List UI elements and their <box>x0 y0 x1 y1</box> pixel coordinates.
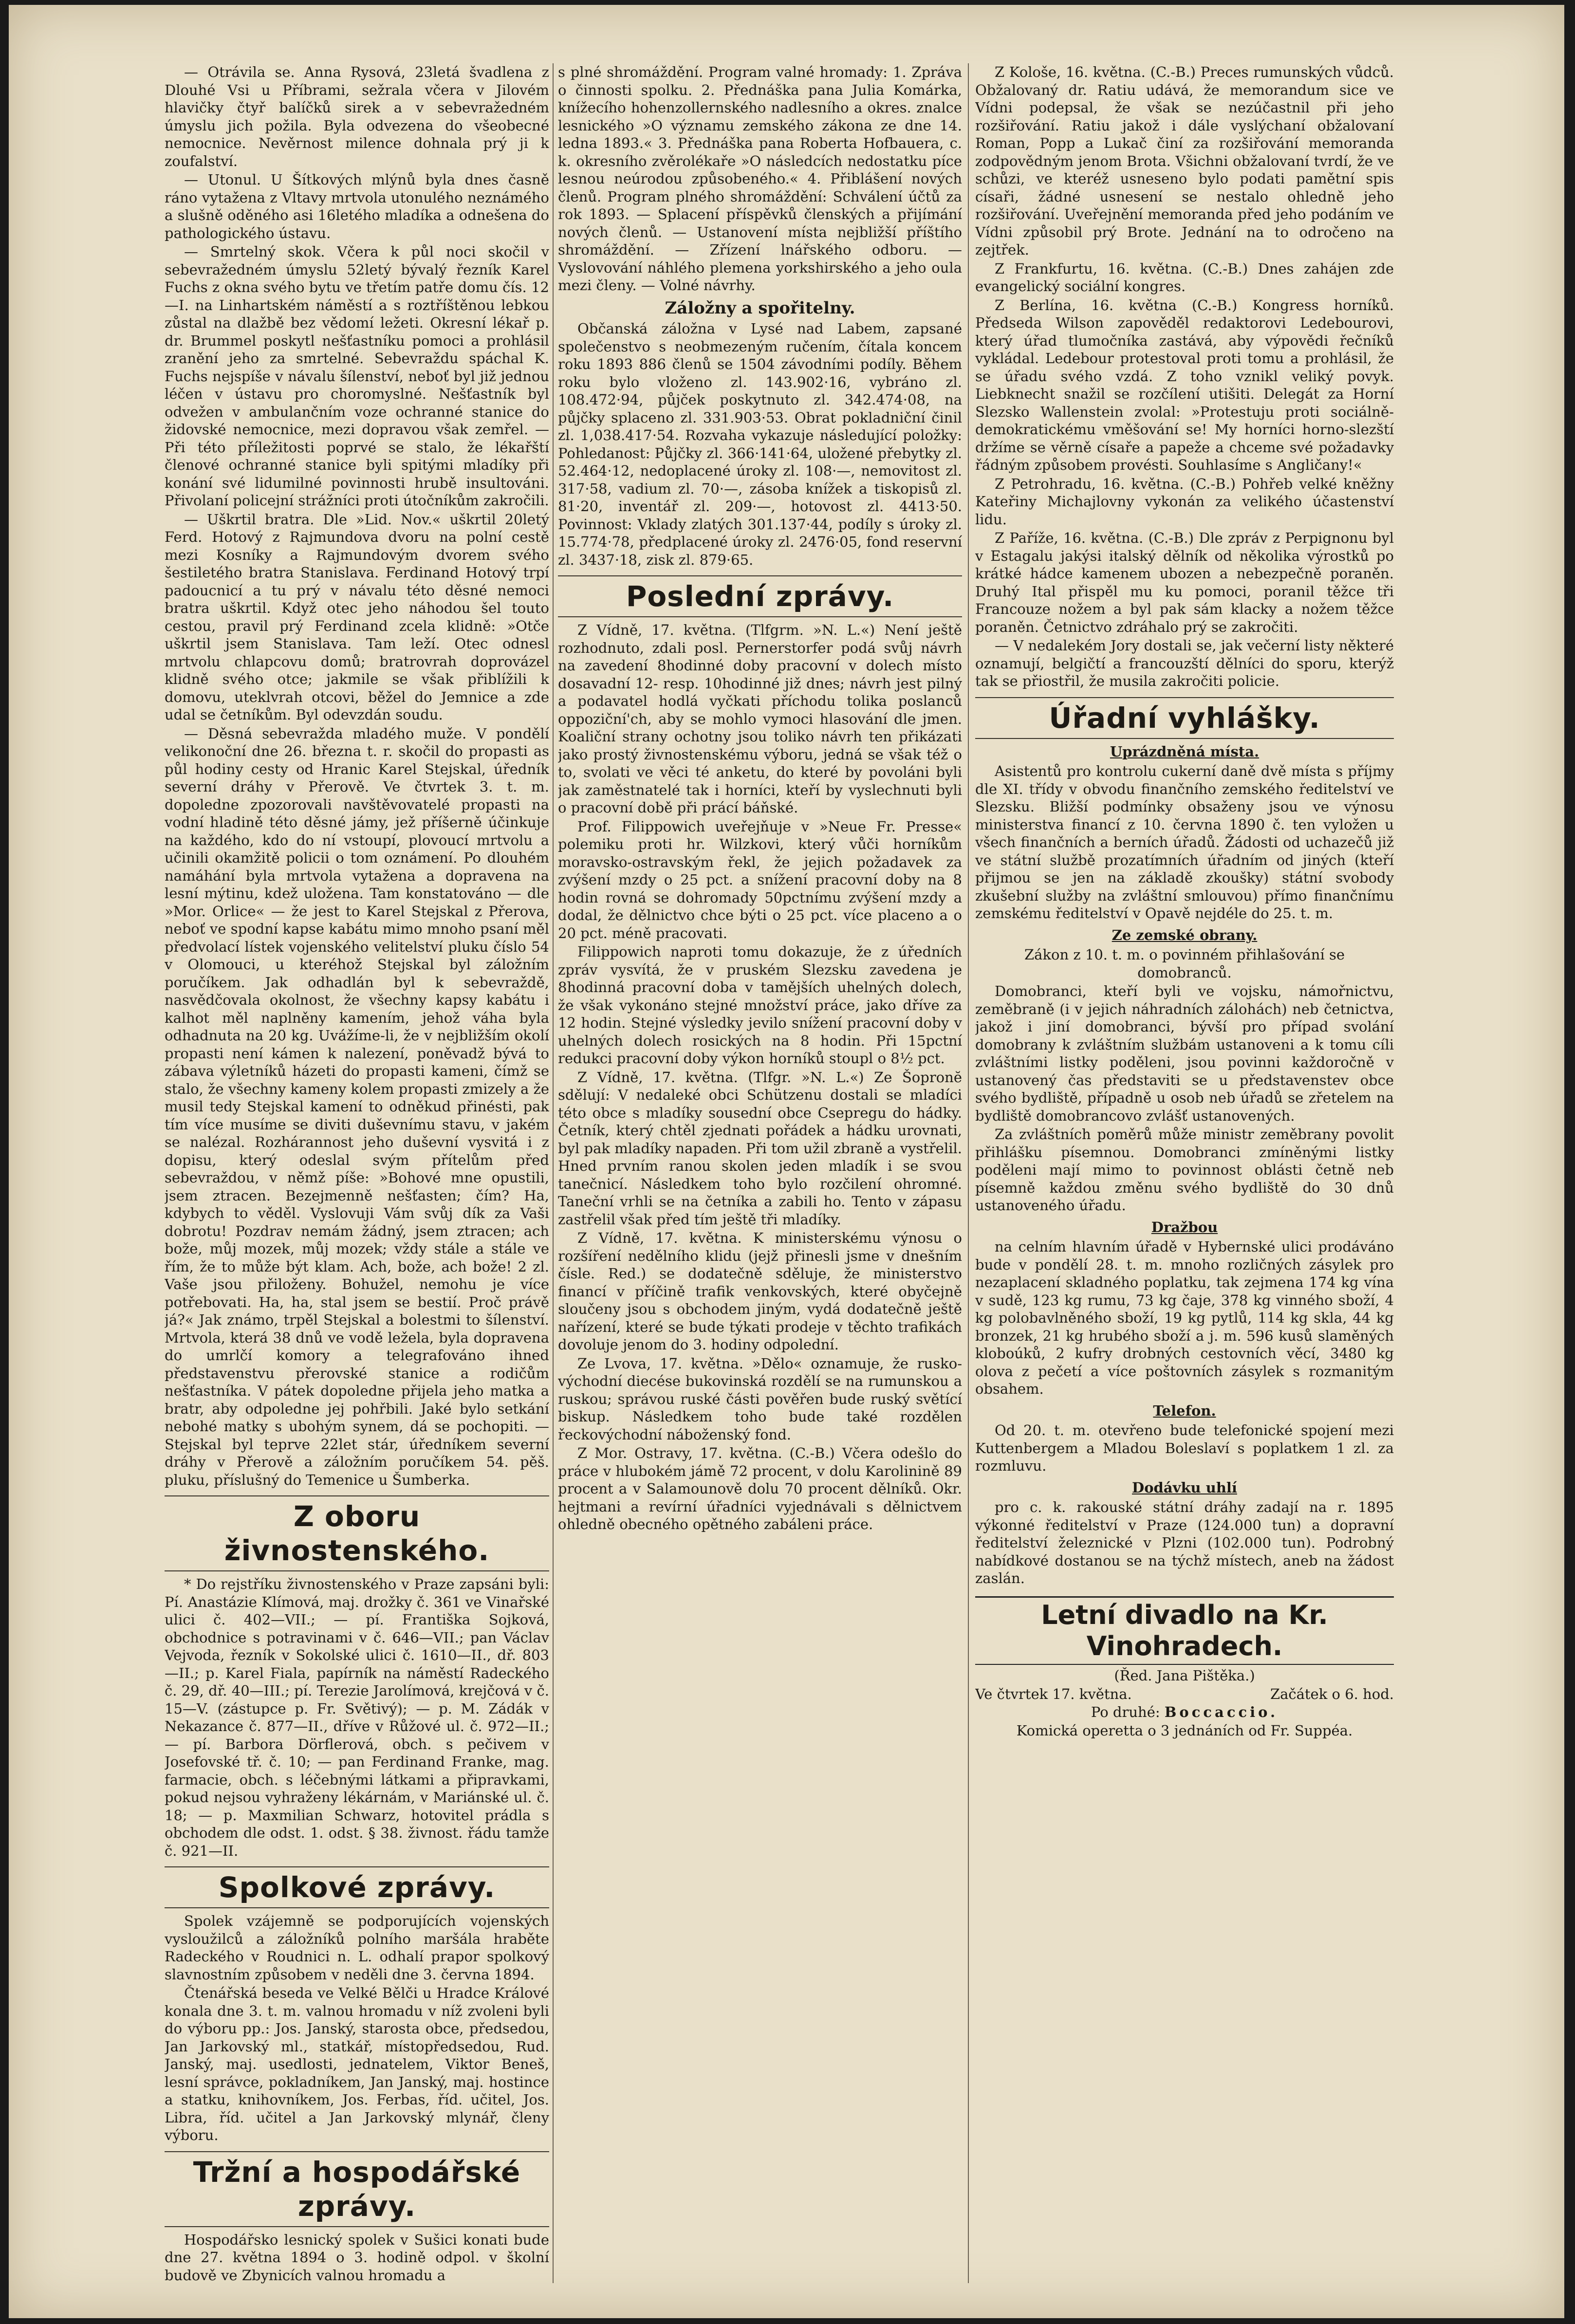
notice: Asistentů pro kontrolu cukerní daně dvě místa s příjmy dle XI. třídy v obvodu finančního zemského ředitelství ve Slezsku. Bližší podmínky obsaženy jsou ve výnosu ministerstva financí z 10. června 1890 č. ten vyložen u všech finančních a berních úřadů. Žádosti od uchazečů již ve státní službě prozatímních úřadním od jiných (kteří přijmou se jen na základě zkoušky) státní svobody zkušební služby na zvláštní smlouvou) přímo finančnímu zemskému ředitelství v Opavě nejdéle do 25. t. m. <box>975 763 1394 922</box>
article: Z Vídně, 17. května. (Tlfgrm. »N. L.«) Není ještě rozhodnuto, zdali posl. Pernerstorfer podá svůj návrh na zavedení 8hodinné doby pracovní v dolech místo dosavadní 12- resp. 10hodinné již dnes; návrh jest pilný a podavatel hodlá vyčkati příchodu tolika poslanců oppoziční'ch, aby se mohlo vymoci hlasování dle jmen. Koaliční strany ochotny jsou toliko návrh ten přikázati jako prostý živnostenskému výboru, jedná se však též o to, svolati ve věci té anketu, do které by povoláni byli jak zaměstnatelé tak i horníci, kteří by vyslechnuti byli o pracovní době při prácí báňské. <box>558 622 962 816</box>
article: Z Frankfurtu, 16. května. (C.-B.) Dnes zahájen zde evangelický sociální kongres. <box>975 260 1394 295</box>
article: Z Petrohradu, 16. května. (C.-B.) Pohřeb velké kněžny Kateřiny Michajlovny vykonán za velikého účastenství lidu. <box>975 475 1394 528</box>
section-heading: Spolkové zprávy. <box>165 1866 549 1908</box>
column-3 <box>975 63 1394 1741</box>
article: Čtenářská beseda ve Velké Bělči u Hradce Králové konala dne 3. t. m. valnou hromadu v níž zvoleni byli do výboru pp.: Jos. Janský, starosta obce, předsedou, Jan Jarkovský ml., statkář, místopředsedou, Rud. Janský, maj. usedlosti, jednatelem, Viktor Beneš, lesní správce, pokladníkem, Jan Janský, maj. hostince a statku, knihovníkem, Jos. Ferbas, říd. učitel, Jos. Libra, říd. učitel a Jan Jarkovský mlynář, členy výboru. <box>165 1985 549 2143</box>
section-heading: Z oboru živnostenského. <box>165 1495 549 1571</box>
newspaper-page <box>9 5 1564 2318</box>
notice: Od 20. t. m. otevřeno bude telefonické spojení mezi Kuttenbergem a Mladou Boleslaví s poplatkem 1 zl. za rozmluvu. <box>975 1422 1394 1474</box>
section-heading: Poslední zprávy. <box>558 575 962 617</box>
article: Spolek vzájemně se podporujících vojenských vysloužilců a záložníků polního maršála hraběte Radeckého v Roudnici n. L. odhalí prapor spolkový slavnostním způsobem v neděli dne 3. června 1894. <box>165 1913 549 1983</box>
theatre-time: Začátek o 6. hod. <box>1270 1686 1394 1702</box>
article: s plné shromáždění. Program valné hromady: 1. Zpráva o činnosti spolku. 2. Přednáška pana Julia Komárka, knížecího hohenzollernského nadlesního a okres. znalce lesnického »O významu zemského zákona ze dne 14. ledna 1893.« 3. Přednáška pana Roberta Hofbauera, c. k. okresního zvěrolékaře »O následcích nedostatku píce lesnou neúrodou způsobeného.« 4. Přiblášení nových členů. Program plného shromáždění: Schválení účtů za rok 1893. — Splacení příspěvků členských a přijímání nových členů. — Ustanovení místa nejbližší příštího shromáždění. — Zřízení lnářského odboru. — Vyslovování náhlého plemena yorkshirského a jeho oula mezi členy. — Volné návrhy. <box>558 64 962 294</box>
theatre-day: Ve čtvrtek 17. května. <box>975 1686 1132 1702</box>
article: — Otrávila se. Anna Rysová, 23letá švadlena z Dlouhé Vsi u Příbrami, sežrala včera v Jilovém hlavičky čtyř balíčků sirek a v sebevražedném úmyslu jich požila. Byla odvezena do všeobecné nemocnice. Nevěrnost milence dohnala prý ji k zoufalství. <box>165 64 549 169</box>
theatre-play-prefix: Po druhé: <box>1091 1703 1160 1720</box>
column-divider <box>553 63 554 2283</box>
notice: Domobranci, kteří byli ve vojsku, námořnictvu, zeměbraně (i v jejich náhradních zálohách) neb četnictva, jakož i jiní domobranci, bývší pro případ svolání domobrany k zvláštním službám ustanoveni a k tomu cíli zvláštními listky poděleni, jsou povinni každoročně v ustanovený čas představiti se u představenstev obce svého bydliště, případně u osob neb úřadů se zřetelem na bydliště domobrancovo zvlášť ustanovených. <box>975 983 1394 1124</box>
section-heading: Úřadní vyhlášky. <box>975 697 1394 739</box>
subsection-heading: Uprázdněná místa. <box>1110 743 1260 760</box>
article: — V nedalekém Jory dostali se, jak večerní listy některé oznamují, belgičtí a francouzští dělníci do sporu, kterýž tak se přiostřil, že musila zakročiti policie. <box>975 637 1394 689</box>
article: Z Mor. Ostravy, 17. května. (C.-B.) Včera odešlo do práce v hlubokém jámě 72 procent, v dolu Karolinině 89 procent a v Salamounově dolu 70 procent dělníků. Okr. hejtmani a revírní úřadníci vyjednávali s dělnictvem ohledně obecného opětného zabáleni práce. <box>558 1445 962 1532</box>
article: — Smrtelný skok. Včera k půl noci skočil v sebevražedném úmyslu 52letý bývalý řezník Karel Fuchs z okna svého bytu ve třetím patře domu čís. 12—I. na Linhartském náměstí a s roztříštěnou lebkou zůstal na dlažbě bez vědomí ležeti. Okresní lékař p. dr. Brummel poskytl nešťastníku pomoci a prohlásil zranění jeho za smrtelné. Sebevraždu spáchal K. Fuchs nejspíše v návalu šílenství, neboť byl již jednou léčen v ústavu pro choromyslné. Nešťastník byl odvežen v ambulančním voze ochranné stanice do židovské nemocnice, mezi dopravou však zemřel. — Při této příležitosti poprvé se stalo, že lékařští členové ochranné stanice byli spitými mladíky při konání své lidumilné povinnosti hrubě insultováni. Přivolaní policejní strážníci proti útočníkům zakročili. <box>165 243 549 509</box>
section-heading: Tržní a hospodářské zprávy. <box>165 2151 549 2227</box>
subsection-heading: Záložny a spořitelny. <box>665 298 855 318</box>
subsection-heading: Dodávku uhlí <box>1132 1479 1237 1496</box>
article: — Utonul. U Šítkových mlýnů byla dnes časně ráno vytažena z Vltavy mrtvola utonulého neznámého a slušně oděného asi 16letého mladíka a odnešena do pathologického ústavu. <box>165 171 549 241</box>
theatre-play <box>975 1703 1394 1721</box>
article: Ze Lvova, 17. května. »Dělo« oznamuje, že rusko-východní diecése bukovinská rozdělí se na rumunskou a ruskou; správou ruské části pověřen bude ruský světící biskup. Následkem toho bude také rozdělen řeckovýchodní náboženský fond. <box>558 1355 962 1443</box>
article: Z Kološe, 16. května. (C.-B.) Preces rumunských vůdců. Obžalovaný dr. Ratiu udává, že memorandum sice ve Vídni podepsal, že však se nezúčastnil při jeho rozšiřování. Ratiu jakož i dále vyslýchaní obžalovaní Roman, Popp a Lukač činí za rozšiřování memoranda zodpovědným jenom Brota. Všichni obžalovaní tvrdí, že ve schůzi, ve kteréž usneseno bylo podati pamětní spis císaři, žádné usnesení se nestalo ohledně jeho rozšiřování. Uveřejnění memoranda před jeho podáním ve Vídni způsobil prý Brote. Jednání na to odročeno na zejtřek. <box>975 64 1394 258</box>
article: Občanská záložna v Lysé nad Labem, zapsané společenstvo s neobmezeným ručením, čítala koncem roku 1893 886 členů se 1504 závodními podíly. Během roku bylo vloženo zl. 143.902·16, vybráno zl. 108.472·94, půjček poskytnuto zl. 342.474·08, na půjčky splaceno zl. 331.903·53. Obrat pokladniční činil zl. 1,038.417·54. Rozvaha vykazuje následující položky: Pohledanost: Půjčky zl. 366·141·64, uložené přebytky zl. 52.464·12, nedoplacené úroky zl. 108·—, nemovitost zl. 317·58, vadium zl. 70·—, zásoba knížek a tiskopisů zl. 81·20, inventář zl. 209·—, hotovost zl. 4413·50. Povinnost: Vklady zlatých 301.137·44, podíly s úroky zl. 15.774·78, předplacené úroky zl. 2476·05, fond reservní zl. 3437·18, zisk zl. 879·65. <box>558 320 962 568</box>
notice-title: Zákon z 10. t. m. o povinném přihlašování se domobranců. <box>1024 946 1345 981</box>
article: — Uškrtil bratra. Dle »Lid. Nov.« uškrtil 20letý Ferd. Hotový z Rajmundova dvoru na polní cestě mezi Kosníky a Rajmundovým dvorem svého šestiletého bratra Stanislava. Ferdinand Hotový trpí padoucnicí a tu prý v návalu této děsné nemoci bratra uškrtil. Když otec jeho náhodou šel touto cestou, pravil prý Ferdinand zcela klidně: »Otče uškrtil jsem Stanislava. Tam leží. Otec odnesl mrtvolu chlapcovu domů; bratrovrah doprovázel klidně svého otce; jakmile se však přiblížili k domovu, uteklvrah otcovi, běžel do Jemnice a zde udal se četníkům. Byl odevzdán soudu. <box>165 511 549 723</box>
column-divider <box>968 63 969 2283</box>
article: Hospodářsko lesnický spolek v Sušici konati bude dne 27. května 1894 o 3. hodině odpol. v školní budově ve Zbynicích valnou hromadu a <box>165 2231 549 2284</box>
article: Z Paříže, 16. května. (C.-B.) Dle zpráv z Perpignonu byl v Estagalu jakýsi italský dělník od několika výrostků po krátké hádce kamenem ubozen a nebezpečně poraněn. Druhý Ital přispěl mu ku pomoci, poranil těžce tři Francouze nožem a byl pak sám klacky a nožem těžce poraněn. Četnictvo zdráhalo prý se zakročiti. <box>975 530 1394 635</box>
subsection-heading: Ze zemské obrany. <box>1112 926 1258 943</box>
theatre-schedule <box>975 1685 1394 1703</box>
theatre-director: (Řed. Jana Pištěka.) <box>1114 1667 1255 1684</box>
article: Z Vídně, 17. května. K ministerskému výnosu o rozšíření nedělního klidu (jejž přinesli jsme v dnešním čísle. Red.) se dodatečně sděluje, že ministerstvo financí v příčině trafik venkovských, které obyčejně sloučeny jsou s obchodem jiným, vydá dodatečně ještě nařízení, které se bude týkati prodeje v těchto trafikách dovoluje jenom do 3. hodiny odpolední. <box>558 1230 962 1353</box>
column-2 <box>558 63 962 1534</box>
subsection-heading: Telefon. <box>1153 1402 1216 1419</box>
article: Prof. Filippowich uveřejňuje v »Neue Fr. Presse« polemiku proti hr. Wilzkovi, který vůči horníkům moravsko-ostravským řekl, že jejich požadavek za zvýšení mzdy o 25 pct. a snížení pracovní doby na 8 hodin rovná se dohromady 50pctnímu zvýšení mzdy a dodal, že dělnictvo chce býti o 25 pct. více placeno a o 20 pct. méně pracovati. <box>558 818 962 941</box>
theatre-play-title: Boccaccio. <box>1164 1703 1279 1720</box>
notice: Za zvláštních poměrů může ministr zeměbrany povolit přihlášku písemnou. Domobranci zmíněnými listky poděleni mají mimo to povinnost oblásti četně neb písemně každou změnu svého bydliště do 30 dnů ustanoveného úřadu. <box>975 1126 1394 1214</box>
theatre-play-description: Komická operetta o 3 jednáních od Fr. Suppéa. <box>1016 1722 1353 1739</box>
article: Z Vídně, 17. května. (Tlfgr. »N. L.«) Ze Šopronĕ sdělují: V nedaleké obci Schützenu dostali se mladíci této obce s mladíky sousední obce Csepregu do hádky. Četník, který chtěl zjednati pořádek a hádku urovnati, byl pak mladíky napaden. Při tom užil zbraně a vystřelil. Hned prvním ranou skolen jeden mladík i se svou tanečnicí. Následkem toho bylo rozčilení ohromné. Taneční vrhli se na četníka a zabili ho. Tento v zápasu zastřelil však před tím ještě tři mladíky. <box>558 1069 962 1228</box>
article: — Děsná sebevražda mladého muže. V pondělí velikonoční dne 26. března t. r. skočil do propasti as půl hodiny cesty od Hranic Karel Stejskal, úředník severní dráhy v Přerově. Ve čtvrtek 3. t. m. dopoledne zpozorovali navštěvovatelé propasti na vodní hladině této děsné jámy, jež příšerně účinkuje na každého, kdo do ní vstoupí, plovoucí mrtvolu a učinili okamžitě policii o tom oznámení. Po dlouhém namáhání byla mrtvola vytažena a dopravena na lesní mýtinu, kdež uložena. Tam konstatováno — dle »Mor. Orlice« — že jest to Karel Stejskal z Přerova, neboť ve spodní kapse kabátu mimo mnoho psaní měl předvolací lístek vojenského velitelství pluku číslo 54 v Olomouci, u kteréhož Stejskal byl záložním poručíkem. Jak odhadlán byl k sebevraždě, nasvědčovala okolnost, že všechny kapsy kabátu i kalhot měl naplněny kamením, jehož váha byla odhadnuta na 20 kg. Uvážíme-li, že v nejbližším okolí propasti není kámen k nalezení, poněvadž bývá to zábava výletníků házeti do propasti kameni, čímž se stalo, že všechny kameny kolem propasti zmizely a že musil tedy Stejskal kamení to odněkud přinésti, pak tím více musíme se diviti duševnímu stavu, v jakém se nalézal. Rozhárannost jeho duševní vysvitá i z dopisu, který odeslal svým přítelům před sebevraždou, v němž píše: »Bohové mne opustili, jsem ztracen. Bezejmenně nešťasten; čím? Ha, kdybych to věděl. Vyslovuji Vám svůj dík za Vaši dobrotu! Pozdrav nemám žádný, jsem ztracen; ach bože, můj mozek, můj mozek; vždy stále a stále ve řím, že to může být klam. Ach, bože, ach bože! 2 zl. Vaše jsou přiloženy. Bohužel, nemohu je více potřebovati. Ha, ha, stal jsem se bestií. Proč právě já?« Jak známo, trpěl Stejskal a bolestmi to šílenství. Mrtvola, která 38 dnů ve vodě ležela, byla dopravena do umrlčí komory a telegrafováno ihned představenstvu přerovské stanice a rodičům nešťastníka. V pátek dopoledne přijela jeho matka a bratr, aby odpoledne jej pohřbili. Jaké bylo setkání nebohé matky s ubohým synem, dá se pochopiti. — Stejskal byl teprve 22let stár, úředníkem severní dráhy v Přerově a záložním poručíkem 54. pěš. pluku, příslušný do Temenice u Šumberka. <box>165 725 549 1488</box>
notice: na celním hlavním úřadě v Hybernské ulici prodáváno bude v pondělí 28. t. m. mnoho rozličných zásylek pro nezaplacení skladného poplatku, tak zejmena 174 kg vína v sudě, 123 kg rumu, 73 kg čaje, 378 kg vinného sboží, 4 kg polobavlněného sboží, 19 kg pytlů, 114 kg skla, 44 kg bronzek, 21 kg hrubého sboží a j. m. 596 kusů slaměných kloboúků, 2 kufry drobných cestovních věcí, 3480 kg olova z pečetí a více poštovních zásylek s rozmanitým obsahem. <box>975 1238 1394 1397</box>
article: Filippowich naproti tomu dokazuje, že z úředních zpráv vysvítá, že v pruském Slezsku zavedena je 8hodinná pracovní doba v tamějších uhelných dolech, že však vykonáno stejné množství práce, jako dříve za 12 hodin. Stejné výsledky jevilo snížení pracovní doby v uhelných dolech rosických na 8 hodin. Při 15pctní redukci pracovní doby výkon horníků stoupl o 8½ pct. <box>558 943 962 1067</box>
theatre-ad-title: Letní divadlo na Kr. Vinohradech. <box>975 1596 1394 1665</box>
article: * Do rejstříku živnostenského v Praze zapsáni byli: Pí. Anastázie Klímová, maj. drožky č. 361 ve Vinařské ulici č. 402—VII.; — pí. Františka Sojková, obchodnice s potravinami v č. 646—VII.; pan Václav Vejvoda, řezník v Sokolské ulici č. 1610—II., dř. 803—II.; p. Karel Fiala, papírník na náměstí Radeckého č. 29, dř. 40—III.; pí. Terezie Jarolímová, krejčová v č. 15—V. (zástupce p. Fr. Světivý); — p. M. Zádák v Nekazance č. 877—II., dříve v Růžové ul. č. 972—II.; — pí. Barbora Dörflerová, obch. s pečivem v Josefovské tř. č. 10; — pan Ferdinand Franke, mag. farmacie, obch. s léčebnými látkami a připravkami, pokud nejsou vyhraženy lékárnám, v Mariánské ul. č. 18; — p. Maxmilian Schwarz, hotovitel prádla s obchodem dle odst. 1. odst. § 38. živnost. řádu tamže č. 921—II. <box>165 1576 549 1859</box>
notice: pro c. k. rakouské státní dráhy zadají na r. 1895 výkonné ředitelství v Praze (124.000 tun) a dopravní ředitelství železnické v Plzni (102.000 tun). Podrobný nabídkové dostanou se na týchž místech, aneb na žádost zaslán. <box>975 1499 1394 1586</box>
article: Z Berlína, 16. května (C.-B.) Kongress horníků. Předseda Wilson zapověděl redaktorovi Ledebourovi, který úřad tlumočníka zastává, aby výpovědi řečníků vykládal. Ledebour protestoval proti tomu a prohlásil, že se úřadu svého vzdá. Z toho vznikl veliký povyk. Liebknecht snažil se rozčílení utišiti. Delegát za Horní Slezsko Wallenstein zvolal: »Protestuju proti sociálně-demokratickému vměšování se! My horníci horno-slezští držíme se věrně císaře a papeže a chceme své požadavky řádným způsobem provésti. Souhlasíme s Angličany!« <box>975 296 1394 473</box>
column-1 <box>165 63 549 2285</box>
subsection-heading: Dražbou <box>1151 1218 1218 1236</box>
